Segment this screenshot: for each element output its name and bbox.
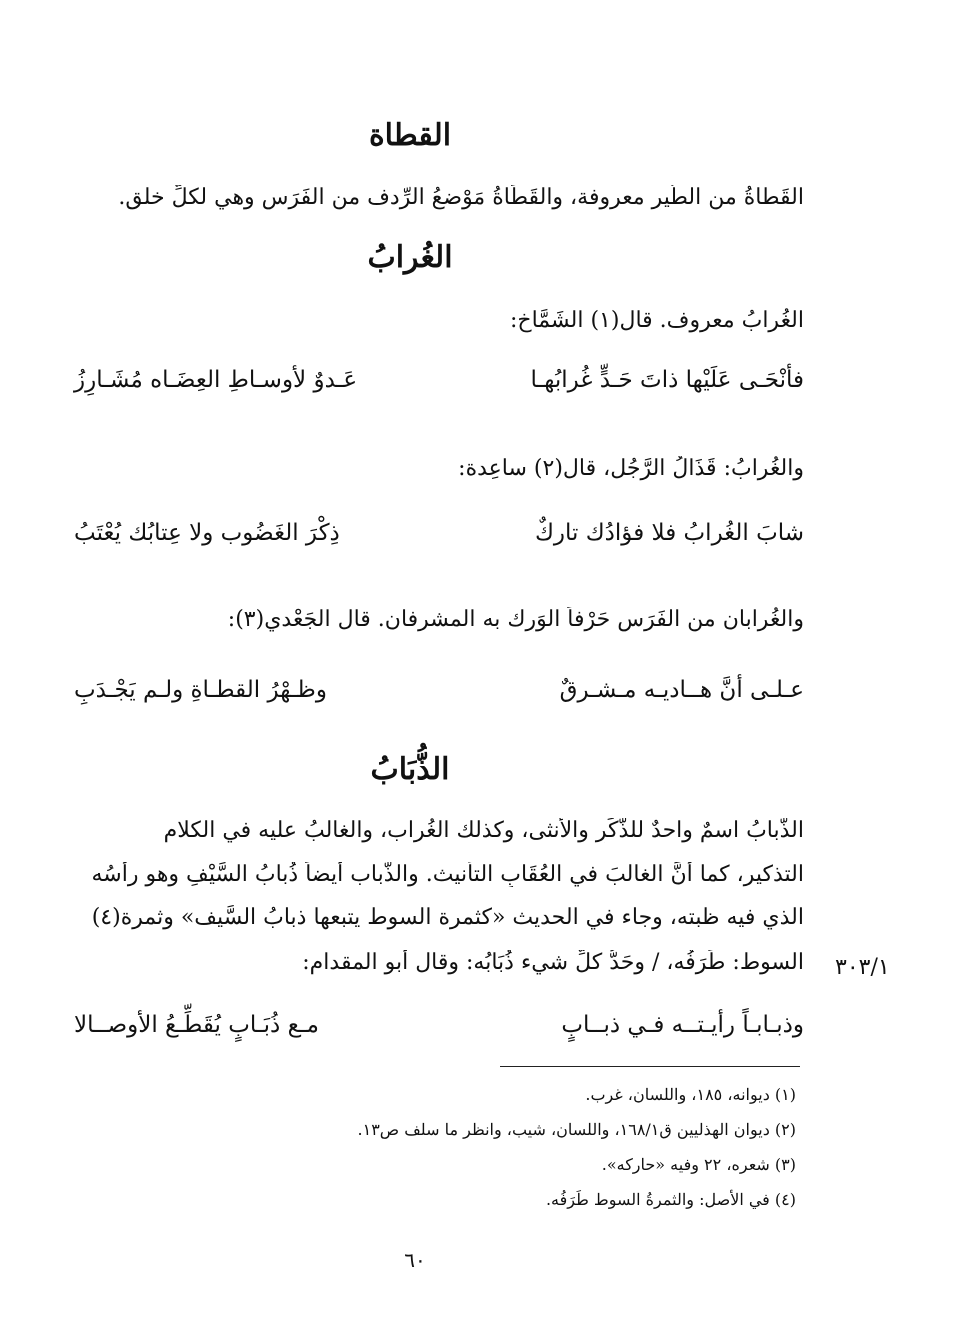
verse-line: [74, 367, 804, 399]
paragraph-line: السوط: طَرَفُه، / وحَدُّ كلِّ شيء ذُبَابُه: وقال أبو المقدام:: [302, 950, 804, 975]
paragraph-line: الذُّبابُ اسمٌ واحدٌ للذَّكَرِ والأنثى، وكذلك الغُراب، والغالبُ عليه في الكلام: [163, 818, 804, 843]
footnote: (١) ديوانه، ١٨٥، واللسان، غرب.: [585, 1085, 796, 1104]
paragraph-line: القَطاةُ من الطَّيرِ معروفة، والقَطَاةُ مَوْضعُ الرِّدف من الفَرَس وهي لكلِّ خلق.: [118, 185, 804, 210]
section-title-qata: القطاة: [368, 118, 452, 153]
paragraph-line: الغُرابُ معروف. قال(١) الشَمَّاخ:: [509, 308, 804, 333]
footnote: (٤) في الأصل: والثمرةُ السوط طَرَفُه.: [545, 1190, 796, 1209]
verse-second-hemistich: مـع ذُبَـابٍ يُقَطِّـعُ الأوصــالا: [74, 1012, 319, 1038]
section-title-ghurab: الغُرابُ: [367, 240, 453, 275]
verse-first-hemistich: شابَ الغُرابُ فلا فؤادُك تاركٌ: [534, 520, 804, 546]
verse-first-hemistich: وذبـابـاً رأيـتــه فـي ذبــابٍ: [561, 1012, 804, 1038]
paragraph-line: التذكير، كما أنَّ الغالبَ في العُقَابِ التأنيث. والذُّباب أيضاً ذُبابُ السَّيْفِ وهو رأسُه: [91, 862, 804, 887]
paragraph-line: الذي فيه ظبته، وجاء في الحديث «كثمرة السوط يتبعها ذبابُ السَّيف» وثمرة(٤): [91, 905, 804, 930]
section-title-dhubab: الذُّبَابُ: [370, 752, 450, 787]
verse-line: [74, 520, 804, 552]
margin-reference: ٣٠٣/١: [835, 955, 890, 980]
footnote-separator: [500, 1066, 800, 1067]
verse-second-hemistich: وظـهْرُ القطـاةِ ولـم يَجْـدَبِ: [74, 677, 327, 703]
verse-second-hemistich: عَـدوٌ لأوسـاطِ العِضَـاه مُشَـارِزُ: [74, 367, 358, 393]
verse-first-hemistich: عـلـى أنَّ هــاديـه مـشـرقٌ: [559, 677, 804, 703]
paragraph-line: والغُرابان من الفَرَس حَرْفاً الوَرِك به المشرفان. قال الجَعْدي(٣):: [227, 607, 804, 632]
paragraph-line: والغُرابُ: قَذَالُ الرَّجُل، قال(٢) ساعِدة:: [458, 456, 804, 481]
footnote: (٢) ديوان الهذليين ق١٦٨/١، واللسان، شيب، وانظر ما سلف ص١٣.: [357, 1120, 796, 1139]
verse-line: [74, 677, 804, 709]
page-number: ٦٠: [404, 1248, 426, 1272]
footnote: (٣) شعره، ٢٢ وفيه «حاركه».: [601, 1155, 796, 1174]
verse-first-hemistich: فأنْحَـى عَلَيْها ذاتَ حَـدٍّ غُرابُهـا: [530, 367, 804, 393]
verse-second-hemistich: ذِكْرَ الغَضُوب ولا عِتابُك يُعْتَبُ: [74, 520, 340, 546]
verse-line: [74, 1012, 804, 1044]
